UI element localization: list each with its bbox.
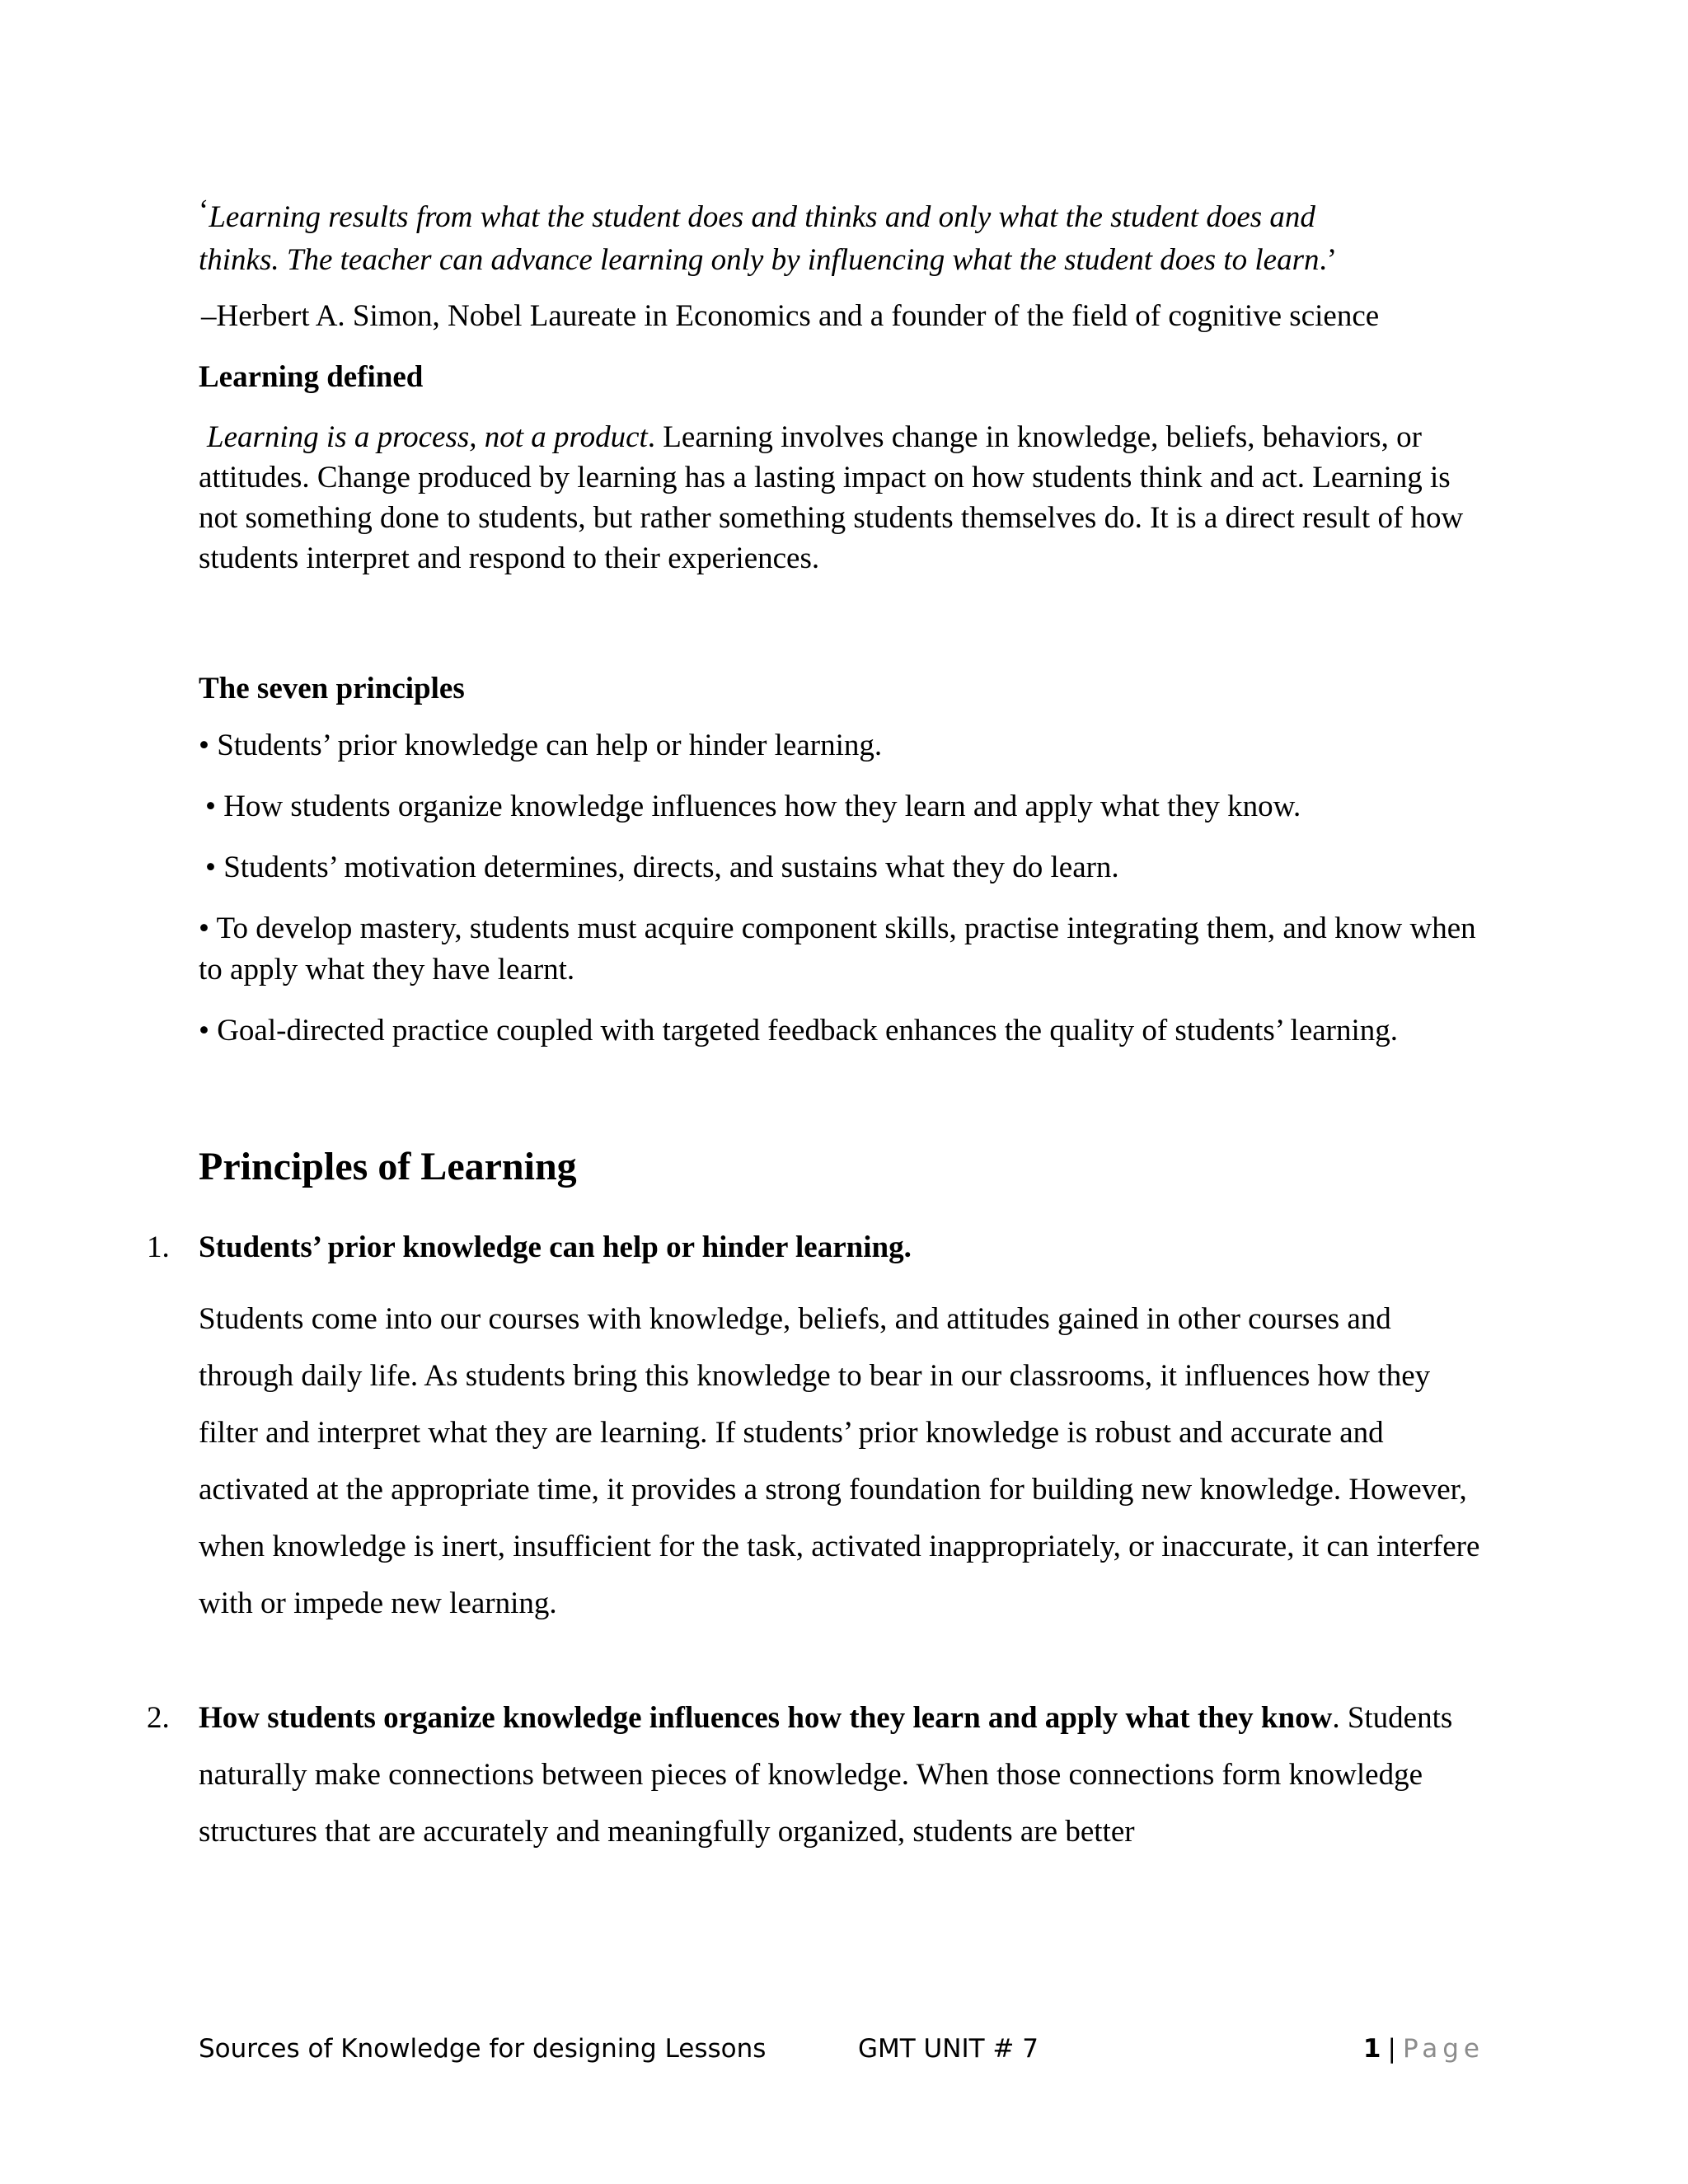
principle-bullet-3: • Students’ motivation determines, directs, and sustains what they do learn. (205, 851, 1119, 884)
principle-bullet-5: • Goal-directed practice coupled with targeted feedback enhances the quality of students’ learning. (199, 1014, 1399, 1047)
principle-item-2-body: Students naturally make connections between pieces of knowledge. When those connections form knowledge structures that are accurately and meaningfully organized, students are better (199, 1701, 1453, 1849)
quote-attribution: –Herbert A. Simon, Nobel Laureate in Economics and a founder of the field of cognitive science (201, 299, 1380, 333)
principle-item-2-heading-end: . (1332, 1701, 1340, 1735)
principle-item-1-heading (147, 1226, 1484, 1269)
learning-defined-paragraph (199, 417, 1484, 579)
principle-item-1-number: 1. (147, 1230, 170, 1264)
principle-item-1-body: Students come into our courses with knowledge, beliefs, and attitudes gained in other courses and through daily life. As students bring this knowledge to bear in our classrooms, it influences how they filter and interpret what they are learning. If students’ prior knowledge is robust and accurate and activated at the appropriate time, it provides a strong foundation for building new knowledge. However, when knowledge is inert, insufficient for the task, activated inappropriately, or inaccurate, it can interfere with or impede new learning. (199, 1302, 1480, 1620)
principle-item-2-number: 2. (147, 1701, 170, 1735)
footer-document-title: Sources of Knowledge for designing Lessons (199, 2034, 767, 2064)
footer-separator: | (1387, 2034, 1396, 2064)
principle-bullet-1: • Students’ prior knowledge can help or hinder learning. (199, 729, 883, 762)
quote-text-line-1: Learning results from what the student does and thinks and only what the student does and (209, 200, 1315, 234)
learning-defined-heading: Learning defined (199, 360, 424, 394)
footer-page-indicator (1363, 2034, 1484, 2064)
quote-line-2 (199, 239, 1484, 282)
seven-principles-heading: The seven principles (199, 672, 465, 705)
principle-bullet-2: • How students organize knowledge influences how they learn and apply what they know. (205, 790, 1301, 823)
page-content (147, 194, 1484, 1860)
footer-page-word: Page (1402, 2034, 1484, 2064)
principle-item-1-heading-text: Students’ prior knowledge can help or hinder learning. (199, 1230, 912, 1264)
quote-text-line-2: thinks. The teacher can advance learning only by influencing what the student does to learn (199, 243, 1320, 277)
quote-close: .’ (1319, 243, 1338, 277)
quote-line-1 (199, 196, 1484, 239)
quote-open-mark: ‘ (199, 194, 209, 227)
principles-of-learning-title: Principles of Learning (199, 1145, 577, 1188)
learning-defined-text: . Learning involves change in knowledge, beliefs, behaviors, or attitudes. Change produced by learning has a lasting impact on how students think and act. Learning is not something done to students, but rather something students themselves do. It is a direct result of how students interpret and respond to their experiences. (199, 420, 1464, 575)
principle-bullet-4: • To develop mastery, students must acquire component skills, practise integrating them, and know when to apply what they have learnt. (199, 912, 1476, 987)
footer-page-number: 1 (1362, 2034, 1381, 2064)
footer-unit-label: GMT UNIT # 7 (858, 2034, 1039, 2064)
principle-item-2 (147, 1690, 1484, 1860)
page-footer (199, 2034, 1484, 2075)
learning-defined-lead: Learning is a process, not a product (207, 420, 648, 454)
principle-item-2-heading-text: How students organize knowledge influences how they learn and apply what they know (199, 1701, 1333, 1735)
opening-quote (199, 196, 1484, 282)
